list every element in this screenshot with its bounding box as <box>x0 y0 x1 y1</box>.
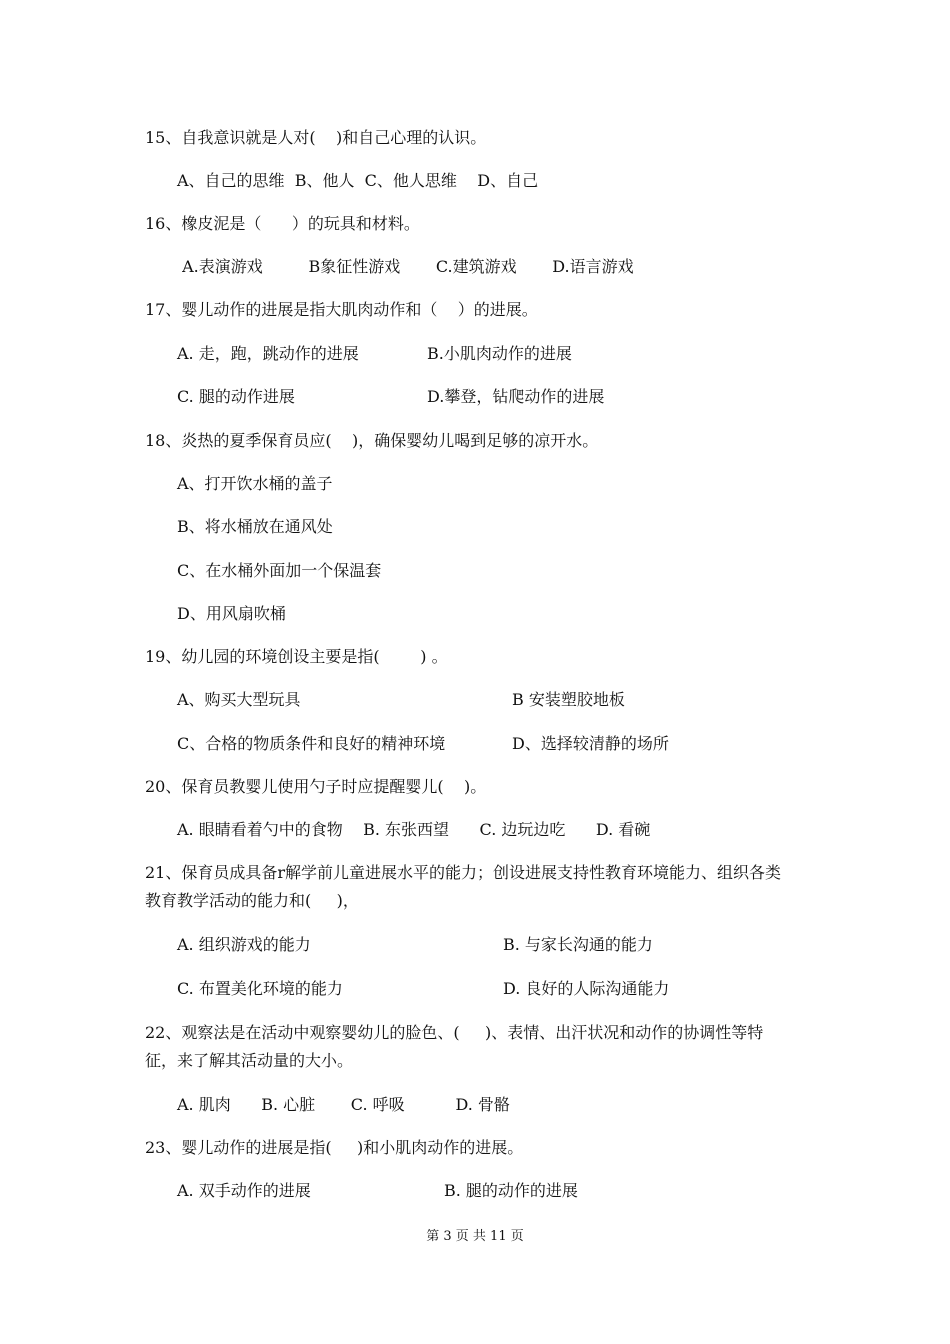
question-21-option-d: D. 良好的人际沟通能力 <box>503 979 670 998</box>
question-18: 18、炎热的夏季保育员应( )，确保婴幼儿喝到足够的凉开水。 <box>145 431 599 450</box>
question-17-option-b: B.小肌肉动作的进展 <box>427 344 572 363</box>
question-18-option-d: D、用风扇吹桶 <box>177 604 286 623</box>
question-21-option-b: B. 与家长沟通的能力 <box>503 935 653 954</box>
question-22-continued: 征，来了解其活动量的大小。 <box>145 1051 354 1070</box>
question-15: 15、自我意识就是人对( )和自己心理的认识。 <box>145 128 487 147</box>
question-17-option-c: C. 腿的动作进展 <box>177 387 295 406</box>
question-19-option-d: D、选择较清静的场所 <box>512 734 669 753</box>
question-22-options: A. 肌肉 B. 心脏 C. 呼吸 D. 骨骼 <box>177 1095 510 1114</box>
question-23-option-b: B. 腿的动作的进展 <box>444 1181 578 1200</box>
question-21: 21、保育员成具备r解学前儿童进展水平的能力；创设进展支持性教育环境能力、组织各类 <box>145 863 782 882</box>
question-19-option-c: C、合格的物质条件和良好的精神环境 <box>177 734 446 753</box>
question-21-option-c: C. 布置美化环境的能力 <box>177 979 343 998</box>
question-18-option-c: C、在水桶外面加一个保温套 <box>177 561 382 580</box>
question-19-option-b: B 安装塑胶地板 <box>512 690 625 709</box>
page-number-footer: 第 3 页 共 11 页 <box>426 1229 524 1244</box>
question-17-option-a: A. 走，跑，跳动作的进展 <box>177 344 359 363</box>
question-18-option-b: B、将水桶放在通风处 <box>177 517 333 536</box>
question-21-continued: 教育教学活动的能力和( )， <box>145 891 359 910</box>
question-17: 17、婴儿动作的进展是指大肌肉动作和（ ）的进展。 <box>145 300 538 319</box>
question-20: 20、保育员教婴儿使用勺子时应提醒婴儿( )。 <box>145 777 487 796</box>
question-23-option-a: A. 双手动作的进展 <box>177 1181 311 1200</box>
question-19-option-a: A、购买大型玩具 <box>177 690 301 709</box>
question-20-options: A. 眼睛看着勺中的食物 B. 东张西望 C. 边玩边吃 D. 看碗 <box>177 820 651 839</box>
question-23: 23、婴儿动作的进展是指( )和小肌肉动作的进展。 <box>145 1138 524 1157</box>
question-15-options: A、自己的思维 B、他人 C、他人思维 D、自己 <box>177 171 539 190</box>
question-16: 16、橡皮泥是（ ）的玩具和材料。 <box>145 214 420 233</box>
question-17-option-d: D.攀登，钻爬动作的进展 <box>427 387 605 406</box>
question-21-option-a: A. 组织游戏的能力 <box>177 935 311 954</box>
question-16-options: A.表演游戏 B象征性游戏 C.建筑游戏 D.语言游戏 <box>177 257 634 276</box>
question-19: 19、幼儿园的环境创设主要是指( ) 。 <box>145 647 448 666</box>
question-22: 22、观察法是在活动中观察婴幼儿的脸色、( )、表情、出汗状况和动作的协调性等特 <box>145 1023 764 1042</box>
question-18-option-a: A、打开饮水桶的盖子 <box>177 474 333 493</box>
